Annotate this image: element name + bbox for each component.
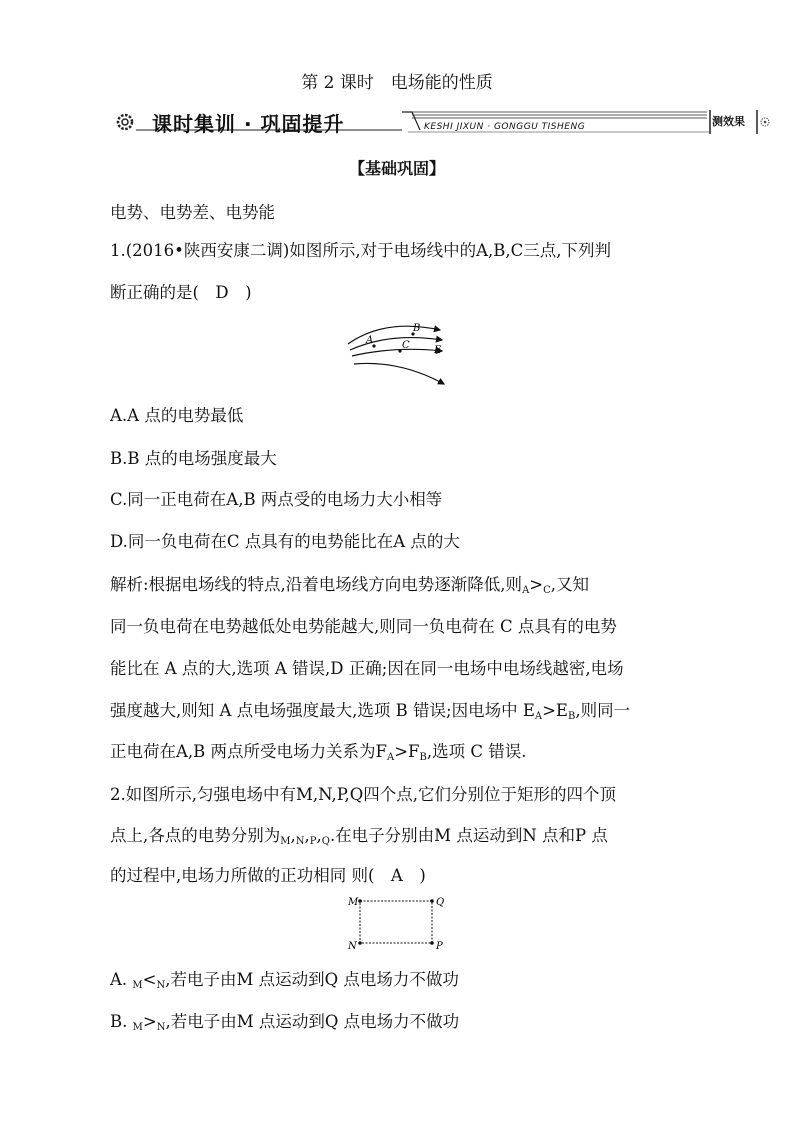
q1-option-d: D.同一负电荷在C 点具有的电势能比在A 点的大: [110, 532, 460, 551]
point-q: [430, 899, 434, 903]
label-n: N: [348, 941, 357, 952]
label-b: B: [413, 323, 421, 334]
q1-stem-line1: 1.(2016•陕西安康二调)如图所示,对于电场线中的A,B,C三点,下列判: [110, 241, 611, 260]
q1-analysis-line5: 正电荷在A,B 两点所受电场力关系为$F_A>F_B$,选项 C 错误.: [110, 742, 527, 763]
banner-subtitle: KESHI JIXUN · GONGGU TISHENG: [424, 122, 586, 132]
point-m: [358, 899, 362, 903]
field-line-1: [348, 326, 440, 344]
label-a: A: [366, 335, 374, 346]
q2-option-b: B. $_M>_N$,若电子由M 点运动到Q 点电场力不做功: [110, 1012, 460, 1033]
q1-analysis-line2: 同一负电荷在电势越低处电势能越大,则同一负电荷在 C 点具有的电势: [110, 617, 617, 636]
q1-analysis-line1: 解析:根据电场线的特点,沿着电场线方向电势逐渐降低,则$_A>_C$,又知: [110, 575, 590, 596]
field-line-2: [350, 338, 442, 350]
field-line-3: [352, 349, 442, 356]
q1-field-lines-figure: [340, 318, 460, 394]
banner-title: 课时集训 · 巩固提升: [152, 112, 345, 136]
q2-option-a: A. $_M<_N$,若电子由M 点运动到Q 点电场力不做功: [110, 970, 459, 991]
label-q: Q: [436, 897, 445, 908]
q2-stem-line1: 2.如图所示,匀强电场中有M,N,P,Q四个点,它们分别位于矩形的四个顶: [110, 785, 617, 804]
field-line-4: [354, 363, 444, 384]
q1-option-a: A.A 点的电势最低: [110, 406, 244, 425]
label-e: E: [434, 345, 442, 356]
q2-rectangle-figure: [344, 893, 454, 953]
q2-stem-line2: 点上,各点的电势分别为$_M,_N,_P,_Q$.在电子分别由M 点运动到N 点和P 点: [110, 826, 608, 847]
q1-option-c: C.同一正电荷在A,B 两点受的电场力大小相等: [110, 490, 443, 509]
section-heading: 【基础巩固】: [348, 159, 445, 178]
point-p: [430, 941, 434, 945]
page-title: 第 2 课时 电场能的性质: [301, 73, 493, 93]
label-m: M: [348, 897, 359, 908]
point-n: [358, 941, 362, 945]
q1-stem-line2: 断正确的是( D ): [110, 283, 252, 302]
q1-analysis-line3: 能比在 A 点的大,选项 A 错误,D 正确;因在同一电场中电场线越密,电场: [110, 659, 624, 678]
q1-analysis-line4: 强度越大,则知 A 点电场强度最大,选项 B 错误;因电场中 $E_A>E_B$,则同一: [110, 701, 631, 722]
topic-line: 电势、电势差、电势能: [110, 203, 275, 222]
q2-stem-line3: 的过程中,电场力所做的正功相同 则( A ): [110, 866, 426, 885]
banner-tag: 测效果: [712, 115, 745, 128]
q1-option-b: B.B 点的电场强度最大: [110, 449, 277, 468]
flower-icon: [761, 118, 769, 126]
gear-icon: [118, 115, 132, 129]
label-c: C: [402, 340, 410, 351]
rectangle: [360, 901, 432, 943]
label-p: P: [436, 941, 443, 952]
